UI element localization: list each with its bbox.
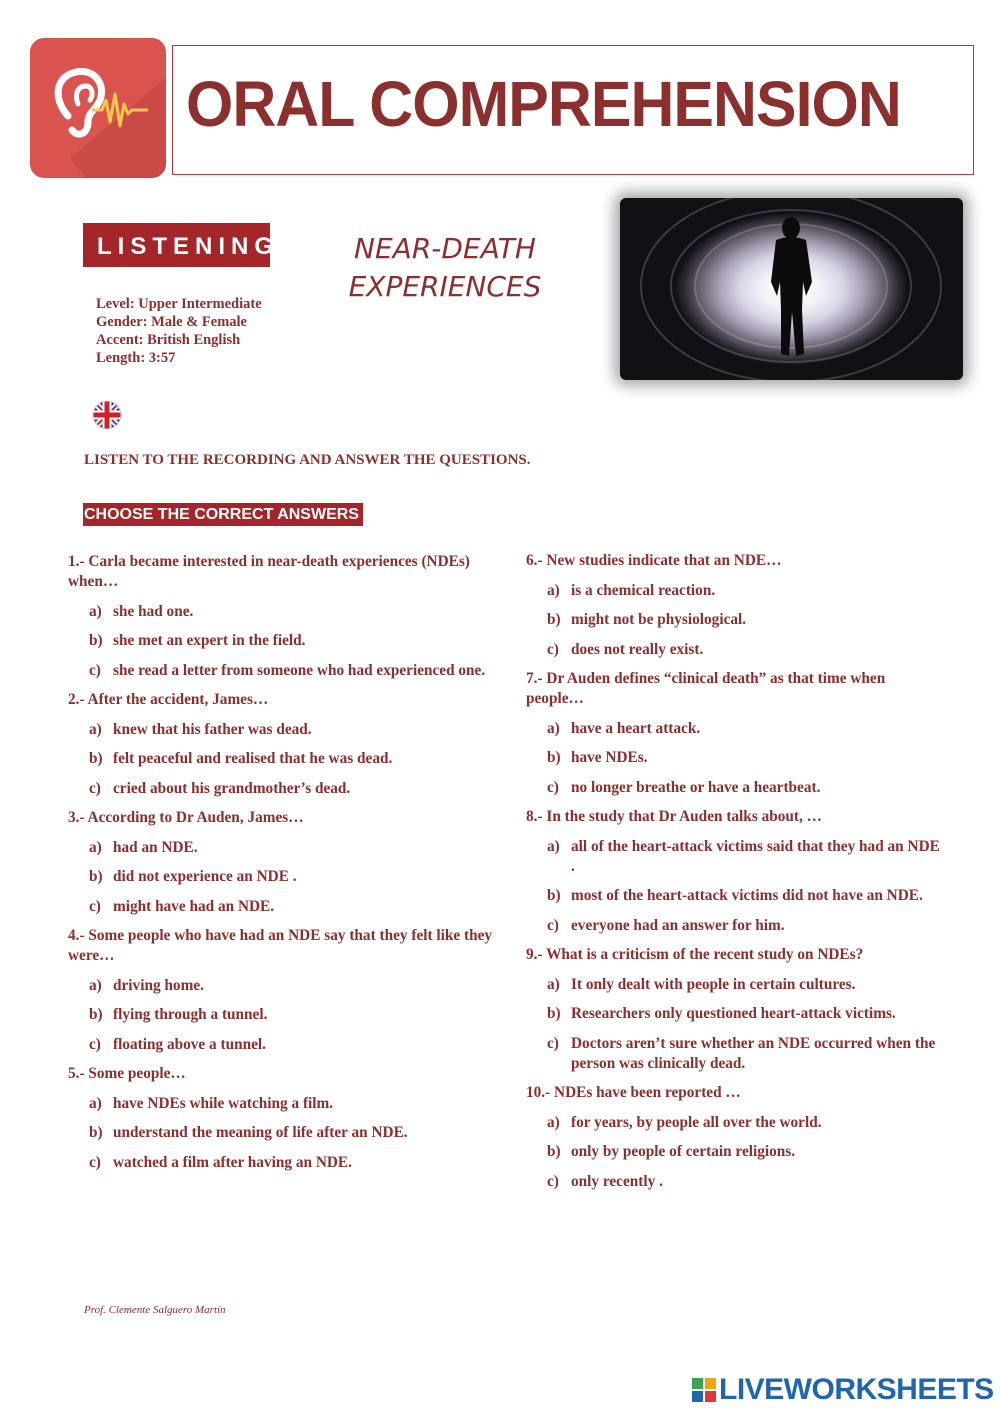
question-item	[526, 807, 946, 936]
question-item	[68, 926, 508, 1055]
question-text: 6.- New studies indicate that an NDE…	[526, 552, 782, 569]
liveworksheets-logo-icon	[692, 1378, 716, 1402]
question-text: 1.- Carla became interested in near-death experiences (NDEs) when…	[68, 553, 470, 590]
answer-option[interactable]	[89, 1005, 508, 1025]
option-text: watched a film after having an NDE.	[113, 1153, 352, 1171]
author-credit: Prof. Clemente Salguero Martín	[84, 1304, 226, 1316]
option-text: felt peaceful and realised that he was dead.	[113, 750, 393, 767]
answer-option[interactable]	[89, 838, 508, 858]
option-text: floating above a tunnel.	[113, 1035, 266, 1053]
option-text: had an NDE.	[113, 838, 198, 856]
option-text: all of the heart-attack victims said that they had an NDE .	[571, 837, 940, 875]
option-letter: b)	[547, 749, 561, 766]
answer-option[interactable]	[89, 720, 508, 740]
answer-option[interactable]	[89, 602, 508, 622]
option-text: she met an expert in the field.	[113, 632, 306, 649]
option-letter: b)	[89, 750, 103, 767]
question-text: 9.- What is a criticism of the recent study on NDEs?	[526, 946, 864, 963]
option-text: no longer breathe or have a heartbeat.	[571, 778, 821, 796]
instructions-text: LISTEN TO THE RECORDING AND ANSWER THE QUESTIONS.	[84, 452, 531, 468]
option-text: Doctors aren’t sure whether an NDE occurred when the person was clinically dead.	[571, 1034, 936, 1072]
option-text: might have had an NDE.	[113, 897, 275, 915]
option-text: have NDEs while watching a film.	[113, 1094, 334, 1112]
option-letter: b)	[547, 611, 561, 628]
option-letter: b)	[547, 1005, 561, 1022]
accent-text: Accent: British English	[96, 332, 241, 348]
option-text: she had one.	[113, 602, 194, 620]
topic-title	[330, 230, 560, 306]
question-item	[526, 1083, 946, 1192]
option-text: only by people of certain religions.	[571, 1143, 796, 1160]
option-text: driving home.	[113, 976, 204, 994]
brand-logo	[692, 1375, 994, 1405]
answer-option[interactable]	[547, 886, 946, 906]
answer-option[interactable]	[89, 867, 508, 887]
option-letter: c)	[547, 916, 559, 934]
questions-right-column	[526, 551, 946, 1201]
questions-left-column	[68, 552, 508, 1182]
answer-option[interactable]	[547, 1172, 946, 1192]
answer-option[interactable]	[89, 1153, 508, 1173]
option-letter: c)	[547, 640, 559, 658]
question-text: 10.- NDEs have been reported …	[526, 1084, 741, 1101]
option-letter: a)	[89, 838, 102, 856]
length-text: Length: 3:57	[96, 350, 176, 366]
option-text: most of the heart-attack victims did not have an NDE.	[571, 887, 923, 904]
brand-name: LIVEWORKSHEETS	[719, 1373, 994, 1406]
answer-option[interactable]	[89, 1123, 508, 1143]
option-letter: b)	[89, 868, 103, 885]
answer-option[interactable]	[547, 719, 946, 739]
option-letter: b)	[89, 1124, 103, 1141]
answer-option[interactable]	[547, 581, 946, 601]
question-item	[526, 669, 946, 798]
question-text: 3.- According to Dr Auden, James…	[68, 809, 304, 826]
answer-option[interactable]	[547, 1034, 946, 1074]
option-text: knew that his father was dead.	[113, 720, 312, 738]
option-letter: c)	[89, 897, 101, 915]
option-text: might not be physiological.	[571, 611, 747, 628]
answer-option[interactable]	[89, 976, 508, 996]
answer-option[interactable]	[547, 1113, 946, 1133]
answer-option[interactable]	[89, 631, 508, 651]
answer-option[interactable]	[89, 897, 508, 917]
option-letter: c)	[547, 1034, 559, 1052]
option-letter: a)	[547, 837, 560, 855]
option-letter: c)	[547, 1172, 559, 1190]
page-title: ORAL COMPREHENSION	[186, 68, 901, 140]
option-letter: a)	[547, 581, 560, 599]
option-text: for years, by people all over the world.	[571, 1113, 822, 1131]
answer-option[interactable]	[547, 1004, 946, 1024]
option-text: everyone had an answer for him.	[571, 916, 785, 934]
question-item	[68, 1064, 508, 1173]
answer-option[interactable]	[89, 1094, 508, 1114]
option-text: she read a letter from someone who had experienced one.	[113, 661, 486, 679]
answer-option[interactable]	[547, 837, 946, 877]
option-text: flying through a tunnel.	[113, 1006, 268, 1023]
question-item	[68, 690, 508, 799]
question-text: 7.- Dr Auden defines “clinical death” as that time when people…	[526, 670, 886, 707]
option-letter: b)	[89, 632, 103, 649]
option-text: It only dealt with people in certain cultures.	[571, 975, 856, 993]
answer-option[interactable]	[89, 779, 508, 799]
option-letter: c)	[547, 778, 559, 796]
option-text: cried about his grandmother’s dead.	[113, 779, 351, 797]
option-letter: b)	[547, 1143, 561, 1160]
option-letter: a)	[547, 1113, 560, 1131]
question-item	[526, 551, 946, 660]
option-text: does not really exist.	[571, 640, 704, 658]
tunnel-silhouette-image	[620, 198, 963, 380]
option-text: only recently .	[571, 1172, 663, 1190]
option-text: understand the meaning of life after an NDE.	[113, 1124, 408, 1141]
option-letter: c)	[89, 1153, 101, 1171]
question-item	[68, 808, 508, 917]
level-text: Level: Upper Intermediate	[96, 296, 262, 312]
question-text: 4.- Some people who have had an NDE say that they felt like they were…	[68, 927, 493, 964]
option-letter: c)	[89, 779, 101, 797]
option-letter: b)	[89, 1006, 103, 1023]
topic-title-line1: NEAR-DEATH	[354, 232, 536, 265]
question-text: 2.- After the accident, James…	[68, 691, 269, 708]
option-text: Researchers only questioned heart-attack victims.	[571, 1005, 896, 1022]
option-letter: a)	[89, 602, 102, 620]
audio-info	[96, 295, 262, 367]
option-letter: a)	[547, 719, 560, 737]
option-text: have NDEs.	[571, 749, 648, 766]
answer-option[interactable]	[89, 749, 508, 769]
answer-option[interactable]	[547, 778, 946, 798]
option-letter: a)	[89, 976, 102, 994]
ear-waveform-icon	[30, 38, 166, 178]
option-text: is a chemical reaction.	[571, 581, 716, 599]
answer-option[interactable]	[547, 748, 946, 768]
option-letter: c)	[89, 1035, 101, 1053]
option-text: have a heart attack.	[571, 719, 701, 737]
uk-flag-icon	[92, 400, 122, 430]
listening-label: LISTENING	[83, 223, 270, 267]
topic-title-line2: EXPERIENCES	[348, 270, 542, 303]
question-text: 8.- In the study that Dr Auden talks about, …	[526, 808, 822, 825]
option-letter: b)	[547, 887, 561, 904]
answer-option[interactable]	[547, 610, 946, 630]
question-item	[68, 552, 508, 681]
section-heading: CHOOSE THE CORRECT ANSWERS	[83, 503, 363, 526]
answer-option[interactable]	[89, 1035, 508, 1055]
answer-option[interactable]	[89, 661, 508, 681]
option-letter: a)	[89, 720, 102, 738]
answer-option[interactable]	[547, 1142, 946, 1162]
answer-option[interactable]	[547, 975, 946, 995]
answer-option[interactable]	[547, 916, 946, 936]
question-item	[526, 945, 946, 1074]
option-letter: a)	[89, 1094, 102, 1112]
answer-option[interactable]	[547, 640, 946, 660]
gender-text: Gender: Male & Female	[96, 314, 247, 330]
option-letter: c)	[89, 661, 101, 679]
question-text: 5.- Some people…	[68, 1065, 186, 1082]
option-text: did not experience an NDE .	[113, 868, 297, 885]
option-letter: a)	[547, 975, 560, 993]
